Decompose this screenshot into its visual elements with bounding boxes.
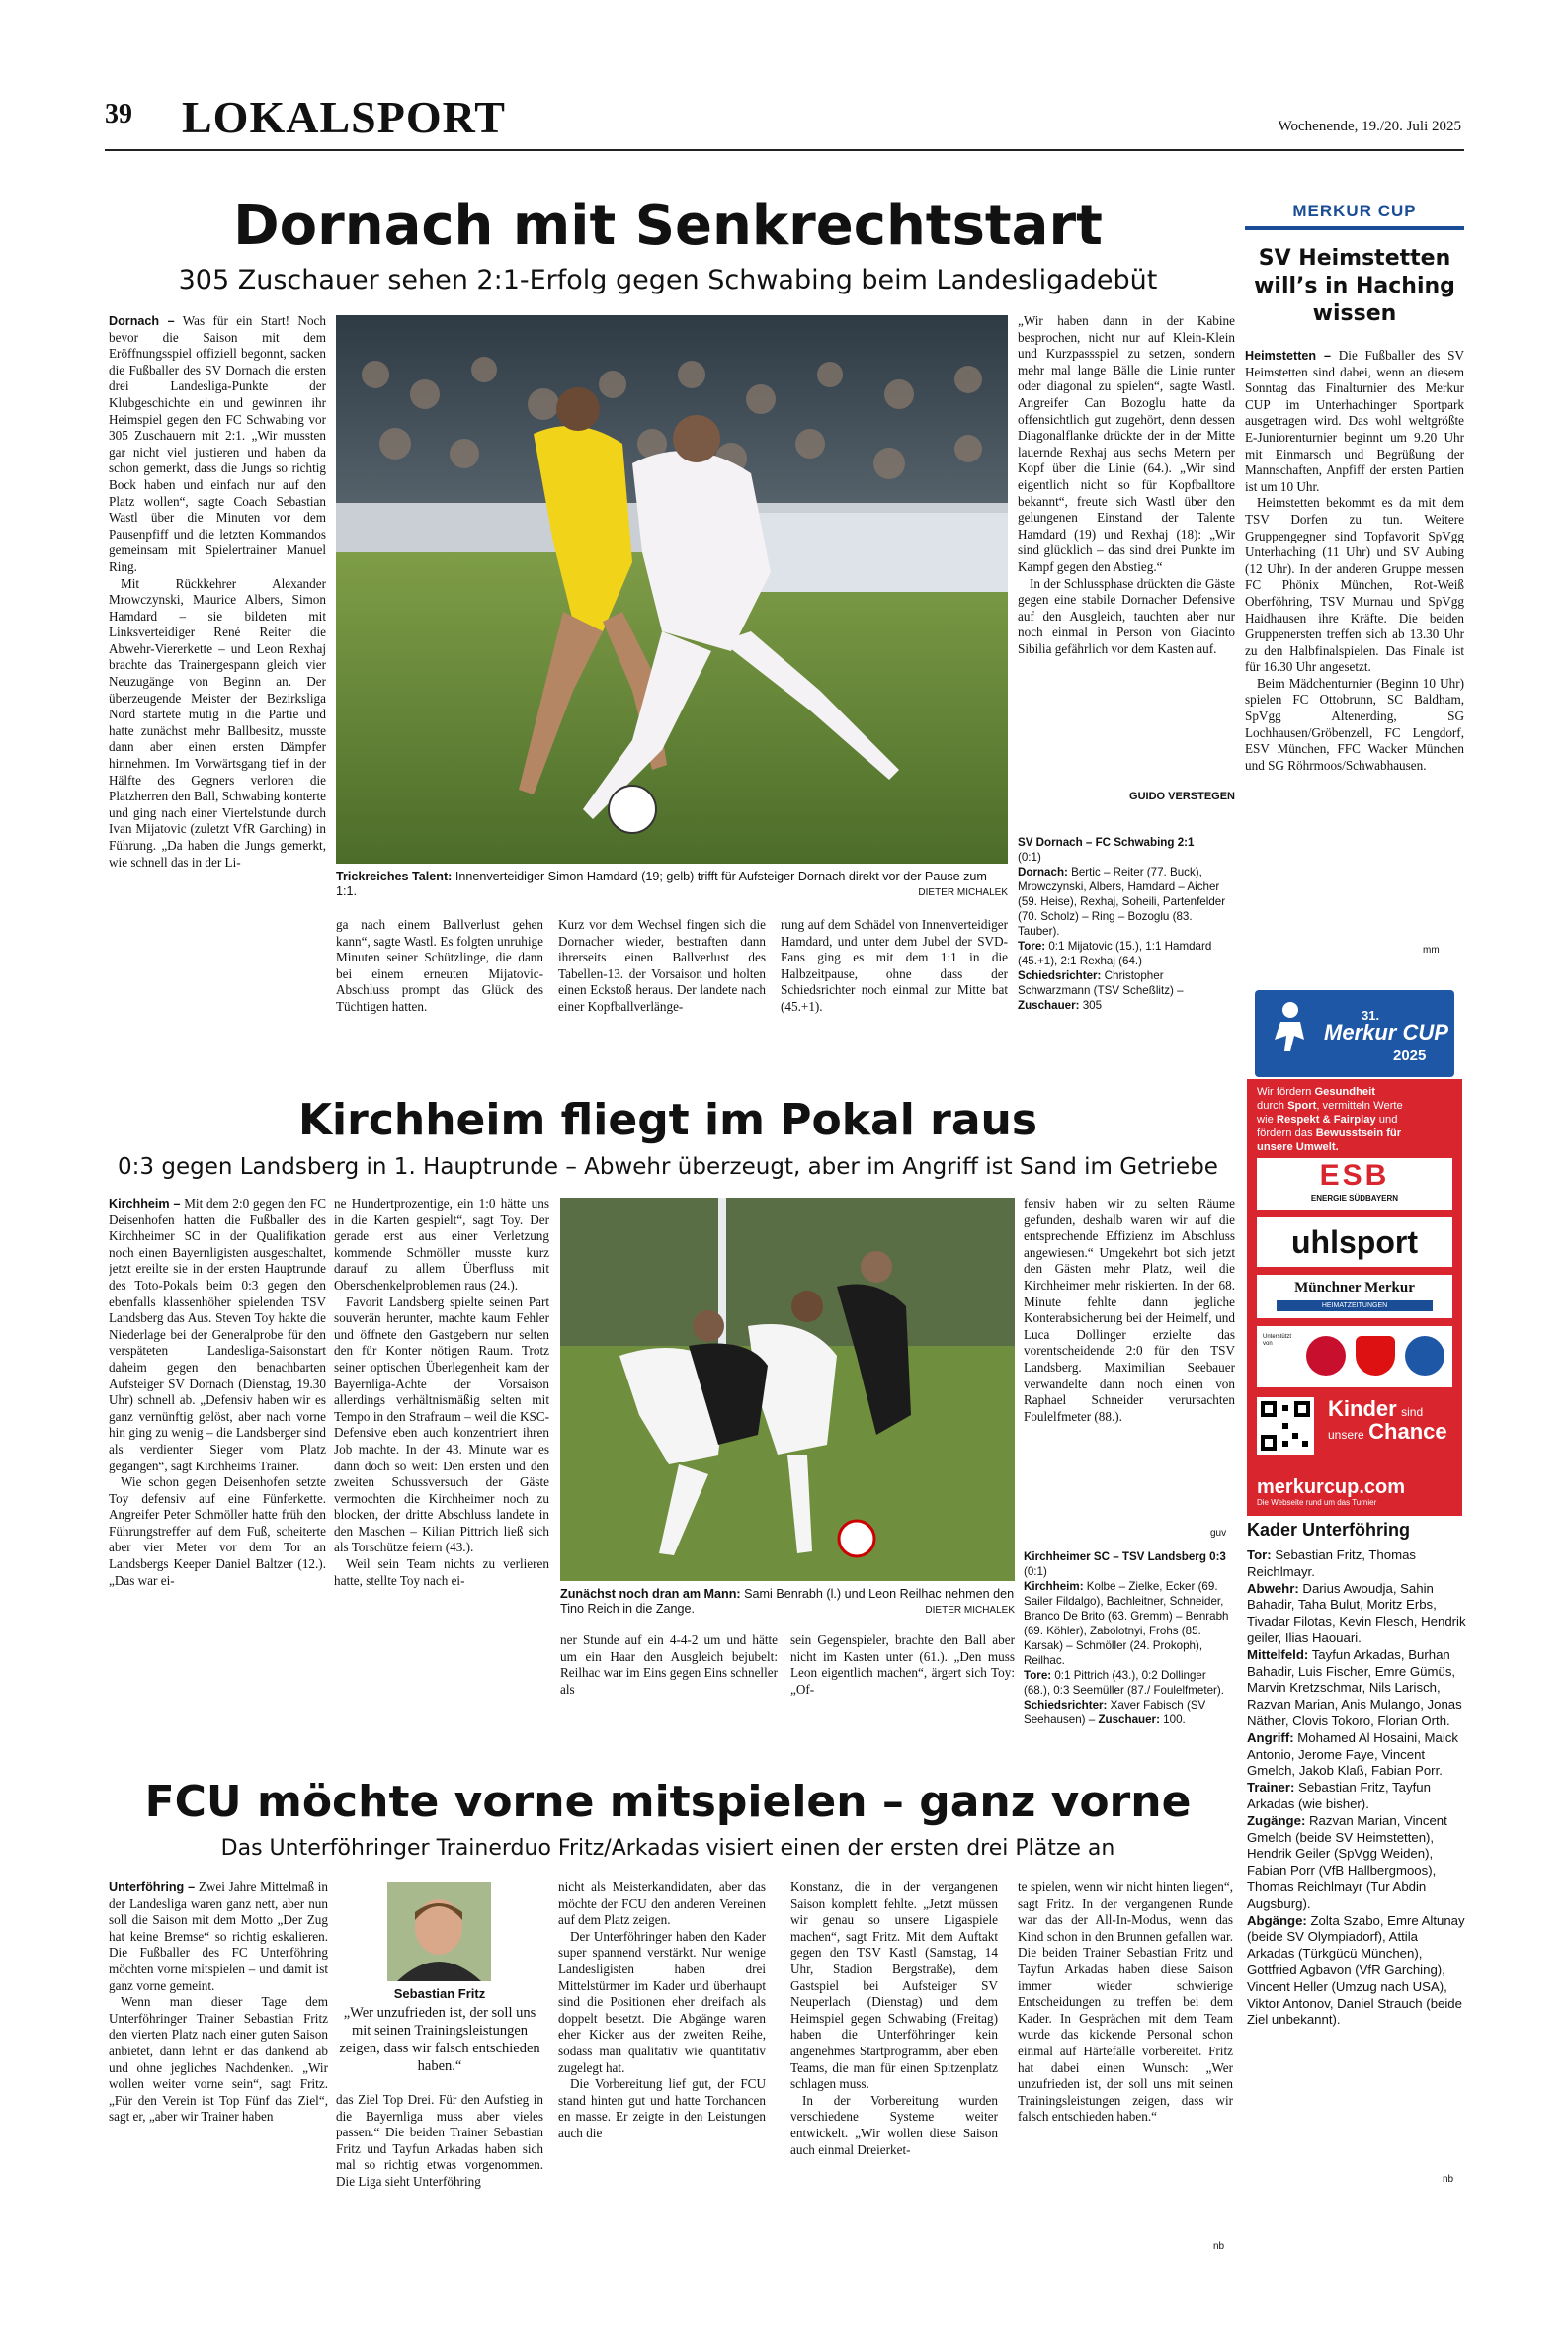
header-rule	[105, 149, 1464, 151]
issue-date: Wochenende, 19./20. Juli 2025	[1278, 119, 1461, 134]
supporter-crests: Unterstützt von	[1257, 1326, 1452, 1387]
page-number: 39	[105, 99, 132, 129]
sebastian-fritz-portrait	[387, 1882, 491, 1981]
article-2-photo-credit: DIETER MICHALEK	[925, 1605, 1015, 1616]
unterhaching-crest-icon	[1356, 1336, 1395, 1376]
dateline: Dornach –	[109, 314, 175, 328]
merkur-cup-body: Heimstetten – Die Fußballer des SV Heimstetten sind dabei, wenn an diesem Sonntag das Finalturnier des Merkur CUP im Unterhachinger Sportpark ausgetragen wird. Das wohl weltgrößte E-Juniorenturnier beginnt um 9.20 Uhr mit Einmarsch und Begrüßung der Mannschaften, Anpfiff der ersten Partien ist um 10 Uhr. Heimstetten bekommt es da mit dem TSV Dorfen zu tun. Weitere Gruppengegner sind Topfavorit SpVgg Unterhaching (11 Uhr) und SV Aubing (12 Uhr). In der anderen Gruppe messen FC Phönix München, Rot-Weiß Oberföhring, TSV Murnau und SpVgg Haidhausen ihre Kräfte. Die beiden Gruppenersten treffen sich ab 13.30 Uhr zu den Halbfinalspielen. Das Finale ist für 16.30 Uhr angesetzt. Beim Mädchenturnier (Beginn 10 Uhr) spielen FC Ottobrunn, SC Baldham, SpVgg Altenerding, SG Lochhausen/Gröbenzell, FC Lengdorf, ESV München, FFC Wacker München und SG Röhrmoos/Schwabhausen.	[1245, 348, 1464, 773]
kader-entry: Trainer: Sebastian Fritz, Tayfun Arkadas (wie bisher).	[1247, 1780, 1431, 1811]
article-3-sig: nb	[1213, 2241, 1225, 2252]
article-2-match-box: Kirchheimer SC – TSV Landsberg 0:3 (0:1) Kirchheim: Kolbe – Zielke, Ecker (69. Sailer Fildalgo), Bachleitner, Schneider, Branco De Brito (63. Gremm) – Benrabh (69. Köhler), Zabolotnyi, Frohs (85. Karsak) – Schmöller (24. Prokoph), Reilhac. Tore: 0:1 Pittrich (43.), 0:2 Dollinger (68.), 0:3 Seemüller (87./ Foulelfmeter). Schiedsrichter: Xaver Fabisch (SV Seehausen) – Zuschauer: 100.	[1024, 1550, 1229, 1726]
portrait-name: Sebastian Fritz	[393, 1986, 486, 2001]
article-3-col-4: Konstanz, die in der vergangenen Saison komplett fehlte. „Jetzt müssen wir genau so unsere Ligaspiele machen“, sagt Fritz. Mit dem Auftakt gegen den TSV Kastl (Samstag, 14 Uhr, Stadion Bergstraße), dem Gastspiel bei Aufsteiger SV Neuperlach (Dienstag) und dem Heimspiel gegen Schwabing (Freitag) haben die Unterföhringer kein angenehmes Startprogramm, aber eben Teams, die man für einen Spitzenplatz schlagen muss. In der Vorbereitung wurden verschiedene Systeme weiter entwickelt. „Wir wollen diese Saison auch einmal Dreierket-	[790, 1880, 998, 2157]
kader-entry: Mittelfeld: Tayfun Arkadas, Burhan Bahadir, Luis Fischer, Emre Gümüs, Marvin Kretzschmar, Nils Larisch, Razvan Marian, Anis Mulango, Jonas Näther, Clovis Tokoro, Florian Orth.	[1247, 1646, 1462, 1728]
article-1-photo	[336, 315, 1008, 864]
article-2-col-5: fensiv haben wir zu selten Räume gefunden, deshalb waren wir auf die entsprechende Effizienz im Abschluss angewiesen.“ Umgekehrt bot sich jetzt den Gästen mehr Platz, weil die Kirchheimer mehr riskierten. In der 68. Minute fehlte dann jegliche Konterabsicherung bei der Heimelf, und Luca Dollinger erzielte das vorentscheidende 2:0 für den TSV Landsberg. Maximilian Seebauer verwandelte dann noch einen von Raphael Schneider verursachten Foulelfmeter (88.).	[1024, 1196, 1235, 1424]
article-1-match-box: SV Dornach – FC Schwabing 2:1 (0:1) Dornach: Bertic – Reiter (77. Buck), Mrowczynski, Albers, Hamdard – Aicher (59. Heise), Rexhaj, Soheili, Partenfelder (70. Scholz) – Ring – Bozoglu (83. Tauber). Tore: 0:1 Mijatovic (15.), 1:1 Hamdard (45.+1), 2:1 Rexhaj (64.) Schiedsrichter: Christopher Schwarzmann (TSV Scheßlitz) – Zuschauer: 305	[1018, 836, 1226, 1012]
article-1-author: GUIDO VERSTEGEN	[1129, 791, 1235, 802]
merkur-cup-rule	[1245, 226, 1464, 230]
article-2-col-2: ne Hundertprozentige, ein 1:0 hätte uns in die Karten gespielt“, sagt Toy. Der gerade erst aus einer Verletzung kommende Schmöller musste kurz darauf zu allem Überfluss mit Oberschenkelproblemen raus (24.). Favorit Landsberg spielte seinen Part souverän herunter, machte kaum Fehler und öffnete den Gastgebern nur selten den für Konter nötigen Raum. Trotz seiner optischen Überlegenheit kam der Bayernliga-Achte der Vorsaison allerdings verhältnismäßig selten mit Tempo in den Strafraum – weil die KSC-Defensive eben auch konzentriert ihren Job machte. In der 43. Minute war es dann doch so weit: Den ersten und den zweiten Schussversuch der Gäste vermochten die Kirchheimer noch zu blocken, der dritte Abschluss landete in den Maschen – Kilian Pittrich ließ sich als Torschütze feiern (43.). Weil sein Team nichts zu verlieren hatte, stellte Toy nach ei-	[334, 1196, 549, 1588]
pull-quote: „Wer unzufrieden ist, der soll uns mit seinen Trainingsleistungen zeigen, dass wir falsch entschieden haben.“	[339, 2005, 540, 2074]
kader-sig: nb	[1443, 2174, 1454, 2185]
qr-code-icon	[1257, 1397, 1314, 1455]
article-2-photo	[560, 1198, 1015, 1581]
article-2-sig: guv	[1210, 1528, 1227, 1539]
kader-entry: Abgänge: Zolta Szabo, Emre Altunay (beide SV Olympiadorf), Attila Arkadas (Türkgücü München), Gottfried Agbavon (VfR Garching), Vincent Heller (Umzug nach USA), Viktor Antonov, Daniel Strauch (beide Ziel unbekannt).	[1247, 1912, 1465, 2028]
article-3-subtitle: Das Unterföhringer Trainerduo Fritz/Arkadas visiert einen der ersten drei Plätze an	[220, 1836, 1115, 1861]
merkur-cup-headline: SV Heimstetten will’s in Haching wissen	[1254, 246, 1455, 326]
kader-entry: Abwehr: Darius Awoudja, Sahin Bahadir, Taha Bulut, Moritz Erbs, Tivadar Filotas, Kevin Flesch, Hendrik geiler, Ilias Haouari.	[1247, 1580, 1466, 1645]
article-1-caption: Trickreiches Talent: Innenverteidiger Simon Hamdard (19; gelb) trifft für Aufsteiger Dornach direkt vor der Pause zum 1:1.	[336, 870, 987, 898]
article-3-headline: FCU möchte vorne mitspielen – ganz vorne	[144, 1777, 1192, 1827]
fcb-crest-icon	[1306, 1336, 1346, 1376]
article-3-col-1: Unterföhring – Zwei Jahre Mittelmaß in der Landesliga waren ganz nett, aber nun soll die Saison mit dem Motto „Der Zug hat keine Bremse“ so richtig eskalieren. Die Fußballer des FC Unterföhring möchten vorne mitspielen – und damit ist ganz vorne gemeint. Wenn man dieser Tage dem Unterföhringer Trainer Sebastian Fritz den vierten Platz nach einer guten Saison anbietet, dann lehnt er das dankend ab und ohne jegliches Nachdenken. „Wir wollen weiter vorne sein“, sagt Fritz. „Für den Verein ist Top Fünf das Ziel“, sagt er, „aber wir Trainer haben	[109, 1880, 328, 2125]
section-title: LOKALSPORT	[182, 92, 506, 142]
bfv-crest-icon	[1405, 1336, 1444, 1376]
ad-claim: Wir fördern Gesundheit durch Sport, vermitteln Werte wie Respekt & Fairplay und fördern das Bewusstsein für unsere Umwelt.	[1257, 1086, 1403, 1153]
article-2-col-1: Kirchheim – Mit dem 2:0 gegen den FC Deisenhofen hatten die Fußballer des Kirchheimer SC in der Qualifikation noch einen Bayernligisten ausgeschaltet, jetzt ereilte sie in der ersten Hauptrunde des Toto-Pokals beim 0:3 gegen den ebenfalls klassenhöher spielenden TSV Landsberg das Aus. Steven Toy hakte die Niederlage bei der Generalprobe für den verspäteten Landesliga-Saisonstart daheim gegen den benachbarten Aufsteiger SV Dornach (Dienstag, 19.30 Uhr) schnell ab. „Defensiv haben wir es ganz vernünftig gelöst, aber nach vorne hin ging zu wenig – die Landsberger sind als verdienter Sieger vom Platz gegangen“, sagt Kirchheims Trainer. Wie schon gegen Deisenhofen setzte Toy defensiv auf eine Fünferkette. Angreifer Peter Schmöller hatte früh den Führungstreffer auf dem Fuß, scheiterte aber vier Meter vor dem Tor an Landsbergs Keeper Daniel Baltzer (12.). „Das war ei-	[109, 1196, 326, 1588]
sponsor-esb: ESB ENERGIE SÜDBAYERN	[1257, 1158, 1452, 1210]
article-1-photo-credit: DIETER MICHALEK	[918, 887, 1008, 898]
article-2-col-3: ner Stunde auf ein 4-4-2 um und hätte um ein Haar den Ausgleich bejubelt: Reilhac war im Eins gegen Eins schneller als	[560, 1632, 778, 1697]
kader-list	[1247, 1547, 1466, 2029]
kader-entry: Angriff: Mohamed Al Hosaini, Maick Antonio, Jerome Faye, Vincent Gmelch, Jakob Klaß, Fabian Porr.	[1247, 1729, 1458, 1779]
kader-title: Kader Unterföhring	[1247, 1520, 1411, 1540]
article-1-col-2: ga nach einem Ballverlust gehen kann“, sagte Wastl. Es folgten unruhige Minuten seiner Schützlinge, die dann bei einem erneuten Mijatovic-Abschluss prompt das Glück des Tüchtigen hatten.	[336, 917, 543, 1014]
article-1-col-4: rung auf dem Schädel von Innenverteidiger Hamdard, und unter dem Jubel der SVD-Fans ging es mit dem 1:1 in die Halbzeitpause, ohne dass der Schiedsrichter noch einmal zur Mitte bat (45.+1).	[781, 917, 1008, 1014]
sponsor-uhlsport: uhlsport	[1257, 1217, 1452, 1267]
article-1-col-5: „Wir haben dann in der Kabine besprochen, nicht nur auf Klein-Klein und Kurzpassspiel zu setzen, sondern mehr mal lange Bälle die Linie runter oder diagonal zu spielen“, sagte Wastl. Angreifer Can Bozoglu hatte da offensichtlich gut zugehört, denn dessen Diagonalflanke drückte der in der Mitte lauernde Rexhaj aus sechs Metern per Kopf über die Linie (64.). „Wir sind eigentlich nicht so für Kopfballtore bekannt“, freute sich Wastl über den gelungenen Einstand der Talente Hamdard (19) und Rexhaj (18): „Wir sind glücklich – das sind drei Punkte im Kampf gegen den Abstieg.“ In der Schlussphase drückten die Gäste gegen eine stabile Dornacher Defensive auf den Ausgleich, tauchten aber nur noch einmal in Person von Giacinto Sibilia gefährlich vor dem Kasten auf.	[1018, 313, 1235, 656]
article-3-col-3: nicht als Meisterkandidaten, aber das möchte der FCU den anderen Vereinen auf dem Platz zeigen. Der Unterföhringer haben den Kader super spannend verstärkt. Nur wenige Landesligisten haben drei Mittelstürmer im Kader und überhaupt sind die Positionen eher dreifach als doppelt besetzt. Die Abgänge waren eher Kicker aus der zweiten Reihe, sodass man qualitativ wie quantitativ zugelegt hat. Die Vorbereitung lief gut, der FCU stand hinten gut und hatte Torchancen en masse. Er zeigte in den Leistungen auch die	[558, 1880, 766, 2140]
article-1-headline: Dornach mit Senkrechtstart	[233, 194, 1103, 258]
sponsor-muenchner-merkur: Münchner Merkur HEIMATZEITUNGEN	[1257, 1275, 1452, 1318]
article-1-col-3: Kurz vor dem Wechsel fingen sich die Dornacher wieder, bestraften dann ihrerseits einen Ballverlust des Tabellen-13. der Vorsaison und holten einen Eckstoß heraus. Der landete nach einer Kopfballverlänge-	[558, 917, 766, 1014]
article-2-headline: Kirchheim fliegt im Pokal raus	[297, 1095, 1038, 1145]
ad-footer: merkurcup.com Die Webseite rund um das Turnier	[1247, 1476, 1462, 1516]
kader-entry: Tor: Sebastian Fritz, Thomas Reichlmayr.	[1247, 1547, 1417, 1579]
merkur-cup-logo: 31. Merkur CUP 2025	[1255, 990, 1454, 1077]
article-1-col-1: Dornach – Was für ein Start! Noch bevor die Saison mit dem Eröffnungsspiel offiziell begonnt, sacken die Fußballer des SV Dornach die ersten drei Landesliga-Punkte der Klubgeschichte ein und gewinnen ihr Heimspiel gegen den FC Schwabing vor 305 Zuschauern mit 2:1. „Wir mussten gar nicht viel justieren und haben da schon gemerkt, dass die Jungs so richtig Bock haben und einfach nur auf den Platz wollen“, sagte Coach Sebastian Wastl über die Minuten vor dem Pausenpfiff und die letzten Kommandos gemeinsam mit Spielertrainer Manuel Ring. Mit Rückkehrer Alexander Mrowczynski, Maurice Albers, Simon Hamdard – sie bildeten mit Linksverteidiger René Reiter die Abwehr-Viererkette – und Leon Rexhaj brachte das Trainergespann gleich vier Neuzugänge von Beginn an. Der überzeugende Meister der Bezirksliga Nord startete mutig in die Partie und hatte zunächst mehr Ballbesitz, musste dann aber einen ersten Dämpfer hinnehmen. Im Vorwärtsgang tief in der Hälfte des Gegners verloren die Platzherren den Ball, Schwabing konterte und ging nach einer Viertelstunde durch Ivan Mijatovic (zuletzt VfR Garching) in Führung. „Da haben die Jungs gemerkt, wie schnell das in der Li-	[109, 313, 326, 870]
merkur-cup-ad	[1247, 980, 1462, 1476]
merkur-cup-sig: mm	[1423, 945, 1440, 956]
article-2-col-4: sein Gegenspieler, brachte den Ball aber nicht im Kasten unter (61.). „Den muss Leon eigentlich machen“, ärgert sich Toy: „Of-	[790, 1632, 1015, 1697]
merkur-cup-label: MERKUR CUP	[1292, 202, 1417, 220]
article-1-subtitle: 305 Zuschauer sehen 2:1-Erfolg gegen Schwabing beim Landesligadebüt	[178, 265, 1158, 295]
article-3-col-5: te spielen, wenn wir nicht hinten liegen“, sagt Fritz. In der vergangenen Runde war das der All-In-Modus, wenn das Kind schon in den Brunnen gefallen war. Die beiden Trainer Sebastian Fritz und Tayfun Arkadas haben diese Saison immer wieder schwierige Entscheidungen zu treffen bei dem Kader. In Gesprächen mit dem Team wurde das kickende Personal schon einmal auf Härtefälle vorbereitet. Fritz hat dabei einen Wunsch: „Wer unzufrieden ist, der soll uns mit seinen Trainingsleistungen zeigen, dass wir falsch entschieden haben.“	[1018, 1880, 1233, 2125]
article-2-subtitle: 0:3 gegen Landsberg in 1. Hauptrunde – Abwehr überzeugt, aber im Angriff ist Sand im Getriebe	[118, 1154, 1218, 1180]
kader-entry: Zugänge: Razvan Marian, Vincent Gmelch (beide SV Heimstetten), Hendrik Geiler (SpVgg Weiden), Fabian Porr (VfB Hallbergmoos), Thomas Reichlmayr (Tur Abdin Augsburg).	[1247, 1812, 1447, 1911]
kinder-chance-slogan: Kinder sind unsere Chance	[1328, 1396, 1447, 1444]
player-logo-icon	[1261, 996, 1320, 1055]
article-3-col-2: das Ziel Top Drei. Für den Aufstieg in die Bayernliga muss aber vieles passen.“ Die beiden Trainer Sebastian Fritz und Tayfun Arkadas haben sich mal so richtig etwas vorgenommen. Die Liga sieht Unterföhring	[336, 2092, 543, 2189]
article-2-caption: Zunächst noch dran am Mann: Sami Benrabh (l.) und Leon Reilhac nehmen den Tino Reich in die Zange.	[560, 1587, 1015, 1616]
